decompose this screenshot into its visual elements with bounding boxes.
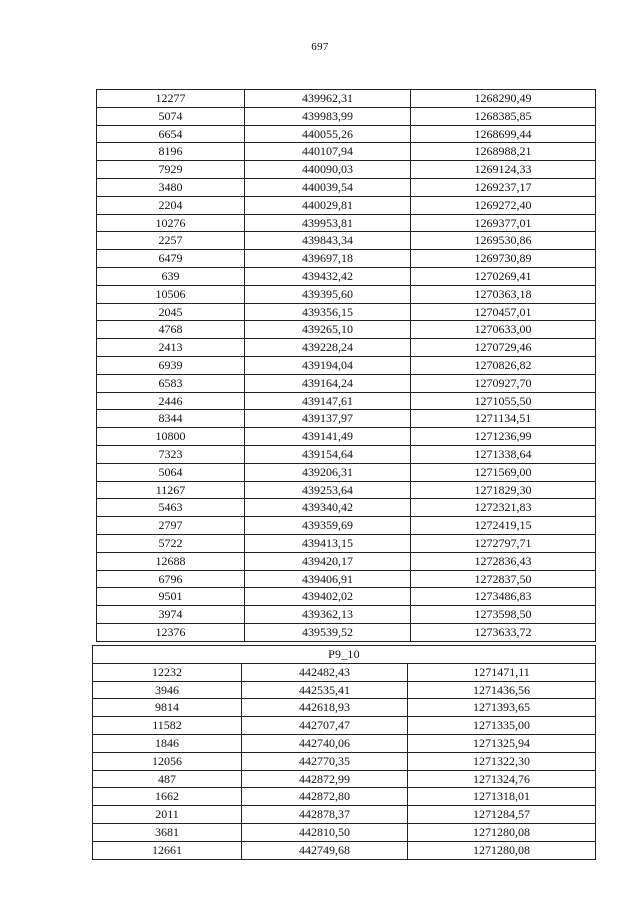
x-coordinate-cell: 439164,24: [245, 374, 411, 392]
table-row: [97, 428, 596, 446]
table-row: [97, 90, 596, 108]
y-coordinate-cell: 1271055,50: [411, 392, 596, 410]
section-header-row: [93, 646, 596, 664]
y-coordinate-cell: 1269377,01: [411, 214, 596, 232]
y-coordinate-cell: 1272836,43: [411, 552, 596, 570]
y-coordinate-cell: 1271284,57: [408, 806, 596, 824]
x-coordinate-cell: 442707,47: [242, 717, 408, 735]
table-row: [93, 823, 596, 841]
x-coordinate-cell: 442740,06: [242, 734, 408, 752]
y-coordinate-cell: 1270457,01: [411, 303, 596, 321]
x-coordinate-cell: 439356,15: [245, 303, 411, 321]
table-row: [93, 663, 596, 681]
y-coordinate-cell: 1270269,41: [411, 267, 596, 285]
point-number-cell: 2797: [97, 517, 245, 535]
table-row: [97, 356, 596, 374]
table-row: [97, 161, 596, 179]
point-number-cell: 3974: [97, 606, 245, 624]
x-coordinate-cell: 439697,18: [245, 250, 411, 268]
x-coordinate-cell: 439359,69: [245, 517, 411, 535]
x-coordinate-cell: 442878,37: [242, 806, 408, 824]
x-coordinate-cell: 439983,99: [245, 107, 411, 125]
point-number-cell: 639: [97, 267, 245, 285]
point-number-cell: 3946: [93, 681, 242, 699]
x-coordinate-cell: 439194,04: [245, 356, 411, 374]
x-coordinate-cell: 440039,54: [245, 178, 411, 196]
point-number-cell: 2446: [97, 392, 245, 410]
table-row: [97, 463, 596, 481]
x-coordinate-cell: 442618,93: [242, 699, 408, 717]
table-row: [97, 499, 596, 517]
point-number-cell: 487: [93, 770, 242, 788]
point-number-cell: 12661: [93, 841, 242, 859]
point-number-cell: 10506: [97, 285, 245, 303]
table-row: [97, 178, 596, 196]
point-number-cell: 2204: [97, 196, 245, 214]
table-row: [97, 517, 596, 535]
table-row: [97, 570, 596, 588]
x-coordinate-cell: 439253,64: [245, 481, 411, 499]
y-coordinate-cell: 1269730,89: [411, 250, 596, 268]
y-coordinate-cell: 1271829,30: [411, 481, 596, 499]
table-row: [97, 250, 596, 268]
y-coordinate-cell: 1272797,71: [411, 534, 596, 552]
x-coordinate-cell: 442872,99: [242, 770, 408, 788]
point-number-cell: 1662: [93, 788, 242, 806]
point-number-cell: 5074: [97, 107, 245, 125]
point-number-cell: 11267: [97, 481, 245, 499]
point-number-cell: 8344: [97, 410, 245, 428]
y-coordinate-cell: 1271325,94: [408, 734, 596, 752]
point-number-cell: 7929: [97, 161, 245, 179]
x-coordinate-cell: 439962,31: [245, 90, 411, 108]
x-coordinate-cell: 442872,80: [242, 788, 408, 806]
x-coordinate-cell: 439137,97: [245, 410, 411, 428]
y-coordinate-cell: 1268699,44: [411, 125, 596, 143]
x-coordinate-cell: 439206,31: [245, 463, 411, 481]
y-coordinate-cell: 1272321,83: [411, 499, 596, 517]
x-coordinate-cell: 439362,13: [245, 606, 411, 624]
table-row: [93, 717, 596, 735]
table-row: [97, 481, 596, 499]
x-coordinate-cell: 439141,49: [245, 428, 411, 446]
y-coordinate-cell: 1271324,76: [408, 770, 596, 788]
table-row: [97, 267, 596, 285]
table-row: [97, 196, 596, 214]
x-coordinate-cell: 439402,02: [245, 588, 411, 606]
x-coordinate-cell: 442482,43: [242, 663, 408, 681]
point-number-cell: 2011: [93, 806, 242, 824]
point-number-cell: 12376: [97, 623, 245, 641]
table-row: [97, 606, 596, 624]
table-row: [93, 841, 596, 859]
x-coordinate-cell: 442810,50: [242, 823, 408, 841]
y-coordinate-cell: 1270363,18: [411, 285, 596, 303]
y-coordinate-cell: 1271280,08: [408, 841, 596, 859]
coordinates-table: [96, 89, 596, 642]
table-row: [97, 339, 596, 357]
y-coordinate-cell: 1271134,51: [411, 410, 596, 428]
y-coordinate-cell: 1268988,21: [411, 143, 596, 161]
x-coordinate-cell: 439154,64: [245, 445, 411, 463]
y-coordinate-cell: 1271322,30: [408, 752, 596, 770]
table-row: [97, 588, 596, 606]
y-coordinate-cell: 1271335,00: [408, 717, 596, 735]
table-row: [97, 321, 596, 339]
table-row: [93, 788, 596, 806]
x-coordinate-cell: 439147,61: [245, 392, 411, 410]
point-number-cell: 9814: [93, 699, 242, 717]
point-number-cell: 12688: [97, 552, 245, 570]
table-row: [97, 374, 596, 392]
point-number-cell: 5463: [97, 499, 245, 517]
x-coordinate-cell: 439420,17: [245, 552, 411, 570]
table-row: [97, 285, 596, 303]
point-number-cell: 2257: [97, 232, 245, 250]
table-row: [97, 623, 596, 641]
point-number-cell: 6583: [97, 374, 245, 392]
y-coordinate-cell: 1269530,86: [411, 232, 596, 250]
y-coordinate-cell: 1269124,33: [411, 161, 596, 179]
y-coordinate-cell: 1270826,82: [411, 356, 596, 374]
x-coordinate-cell: 442535,41: [242, 681, 408, 699]
table-row: [93, 752, 596, 770]
x-coordinate-cell: 439228,24: [245, 339, 411, 357]
table-row: [93, 734, 596, 752]
point-number-cell: 12056: [93, 752, 242, 770]
point-number-cell: 6479: [97, 250, 245, 268]
point-number-cell: 6939: [97, 356, 245, 374]
point-number-cell: 12232: [93, 663, 242, 681]
point-number-cell: 3681: [93, 823, 242, 841]
x-coordinate-cell: 440029,81: [245, 196, 411, 214]
point-number-cell: 1846: [93, 734, 242, 752]
y-coordinate-cell: 1269272,40: [411, 196, 596, 214]
table-row: [97, 445, 596, 463]
point-number-cell: 8196: [97, 143, 245, 161]
table-row: [97, 552, 596, 570]
table-row: [93, 806, 596, 824]
point-number-cell: 9501: [97, 588, 245, 606]
y-coordinate-cell: 1273633,72: [411, 623, 596, 641]
y-coordinate-cell: 1268385,85: [411, 107, 596, 125]
point-number-cell: 10800: [97, 428, 245, 446]
x-coordinate-cell: 439395,60: [245, 285, 411, 303]
coordinates-table-p9-10: [92, 645, 596, 860]
y-coordinate-cell: 1271471,11: [408, 663, 596, 681]
point-number-cell: 5722: [97, 534, 245, 552]
x-coordinate-cell: 442749,68: [242, 841, 408, 859]
y-coordinate-cell: 1273598,50: [411, 606, 596, 624]
x-coordinate-cell: 440055,26: [245, 125, 411, 143]
point-number-cell: 10276: [97, 214, 245, 232]
x-coordinate-cell: 439432,42: [245, 267, 411, 285]
x-coordinate-cell: 440107,94: [245, 143, 411, 161]
point-number-cell: 11582: [93, 717, 242, 735]
y-coordinate-cell: 1270729,46: [411, 339, 596, 357]
page-number: 697: [311, 41, 329, 53]
point-number-cell: 3480: [97, 178, 245, 196]
table-row: [97, 303, 596, 321]
y-coordinate-cell: 1272419,15: [411, 517, 596, 535]
y-coordinate-cell: 1271280,08: [408, 823, 596, 841]
x-coordinate-cell: 439340,42: [245, 499, 411, 517]
x-coordinate-cell: 440090,03: [245, 161, 411, 179]
table-row: [93, 681, 596, 699]
point-number-cell: 2045: [97, 303, 245, 321]
point-number-cell: 7323: [97, 445, 245, 463]
y-coordinate-cell: 1271236,99: [411, 428, 596, 446]
table-row: [97, 534, 596, 552]
y-coordinate-cell: 1271393,65: [408, 699, 596, 717]
point-number-cell: 4768: [97, 321, 245, 339]
point-number-cell: 5064: [97, 463, 245, 481]
section-label: P9_10: [93, 646, 596, 664]
x-coordinate-cell: 439413,15: [245, 534, 411, 552]
table-row: [97, 125, 596, 143]
table-row: [93, 699, 596, 717]
y-coordinate-cell: 1271338,64: [411, 445, 596, 463]
point-number-cell: 12277: [97, 90, 245, 108]
x-coordinate-cell: 439953,81: [245, 214, 411, 232]
x-coordinate-cell: 439265,10: [245, 321, 411, 339]
point-number-cell: 2413: [97, 339, 245, 357]
table-row: [97, 392, 596, 410]
x-coordinate-cell: 439539,52: [245, 623, 411, 641]
table-row: [97, 107, 596, 125]
y-coordinate-cell: 1270927,70: [411, 374, 596, 392]
table-row: [97, 410, 596, 428]
y-coordinate-cell: 1268290,49: [411, 90, 596, 108]
point-number-cell: 6796: [97, 570, 245, 588]
y-coordinate-cell: 1271436,56: [408, 681, 596, 699]
y-coordinate-cell: 1271318,01: [408, 788, 596, 806]
table-row: [97, 232, 596, 250]
y-coordinate-cell: 1271569,00: [411, 463, 596, 481]
table-row: [93, 770, 596, 788]
table-row: [97, 214, 596, 232]
y-coordinate-cell: 1270633,00: [411, 321, 596, 339]
x-coordinate-cell: 442770,35: [242, 752, 408, 770]
x-coordinate-cell: 439843,34: [245, 232, 411, 250]
y-coordinate-cell: 1269237,17: [411, 178, 596, 196]
table-row: [97, 143, 596, 161]
y-coordinate-cell: 1272837,50: [411, 570, 596, 588]
x-coordinate-cell: 439406,91: [245, 570, 411, 588]
point-number-cell: 6654: [97, 125, 245, 143]
y-coordinate-cell: 1273486,83: [411, 588, 596, 606]
